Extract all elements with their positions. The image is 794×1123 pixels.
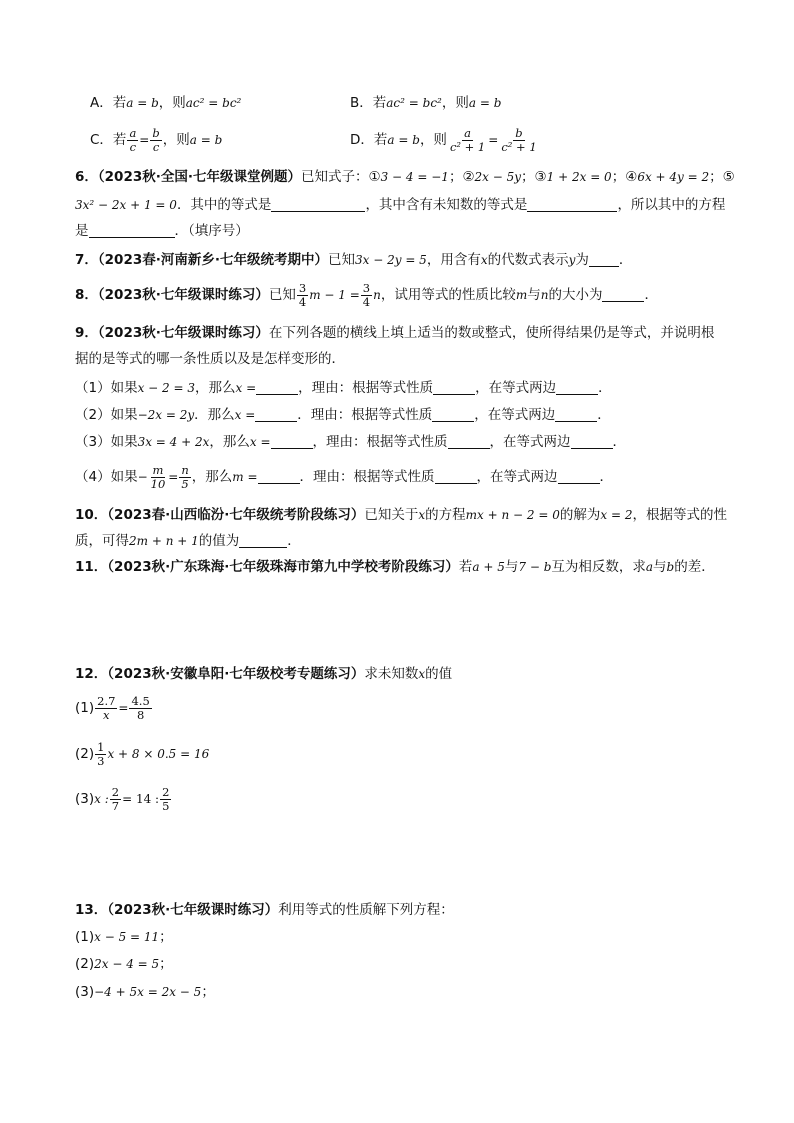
math-var: n	[540, 288, 549, 302]
numerator: a	[464, 125, 472, 140]
text: ．	[287, 533, 301, 549]
fraction	[149, 464, 168, 491]
circled-number: ③	[534, 169, 547, 185]
numerator: 3	[298, 280, 307, 295]
numerator: n	[181, 462, 189, 477]
question-number: 11．	[75, 559, 108, 575]
text: ，那么	[209, 434, 250, 450]
q9-item-4	[75, 460, 613, 494]
text: ．	[598, 380, 612, 396]
answer-blank[interactable]	[527, 197, 617, 212]
text: 的值为	[198, 533, 240, 549]
text: ．	[597, 407, 611, 423]
text: ，那么	[191, 469, 233, 485]
fraction	[150, 127, 161, 154]
numerator: 3	[362, 280, 371, 295]
answer-blank[interactable]	[589, 252, 619, 267]
text: ．（填序号）	[174, 223, 249, 239]
answer-blank[interactable]	[271, 434, 313, 449]
text: （2）如果	[75, 407, 138, 423]
answer-blank[interactable]	[255, 407, 297, 422]
question-number: 12．	[75, 666, 108, 682]
math-var: a	[645, 560, 654, 574]
text: ．	[599, 469, 614, 485]
q9-item-3	[75, 432, 626, 452]
option-label: D．若	[350, 132, 388, 148]
text: ，在等式两边	[474, 407, 556, 423]
text: （1）如果	[75, 380, 138, 396]
text: ．其中的等式是	[176, 197, 272, 213]
question-source: （2023春·山西临汾·七年级统考阶段练习）	[107, 507, 365, 523]
question-number: 13．	[75, 902, 108, 918]
fraction	[160, 786, 171, 813]
fraction	[95, 741, 106, 768]
numerator: b	[152, 125, 160, 140]
math-expr: a = b	[468, 96, 502, 110]
denominator: c² + 1	[501, 139, 537, 154]
text: 已知	[328, 252, 355, 268]
text: ，则	[419, 132, 447, 148]
q9-item-1	[75, 378, 612, 398]
math-expr: ac² = bc²	[386, 96, 442, 110]
denominator: 5	[181, 476, 189, 491]
math-expr: 2x − 4 = 5	[94, 957, 160, 971]
math-expr: a + 5	[472, 560, 505, 574]
answer-blank[interactable]	[256, 380, 298, 395]
denominator: x	[103, 707, 110, 722]
math-expr: 2m + n + 1	[129, 534, 199, 548]
q7	[75, 250, 632, 270]
text: 的解为	[559, 507, 601, 523]
answer-blank[interactable]	[602, 287, 644, 302]
math-expr: a = b	[126, 96, 159, 110]
fraction	[499, 127, 538, 154]
math-var: x	[480, 253, 488, 267]
text: (2)	[75, 746, 95, 762]
math-expr: ac² = bc²	[185, 96, 242, 110]
text: ，则	[441, 95, 469, 111]
circled-number: ④	[625, 169, 638, 185]
text: （4）如果	[75, 469, 138, 485]
math-var: b	[666, 560, 675, 574]
equals: =	[488, 133, 499, 147]
equals: =	[168, 470, 179, 484]
text: ．	[299, 469, 314, 485]
answer-blank[interactable]	[555, 407, 597, 422]
math-expr: x :	[94, 792, 109, 806]
math-expr: m =	[232, 470, 258, 484]
circled-number: ①	[368, 169, 381, 185]
q13-part-1	[75, 927, 173, 947]
answer-blank[interactable]	[433, 380, 475, 395]
q13-part-2	[75, 954, 173, 974]
text: 已知关于	[364, 507, 419, 523]
text: （3）如果	[75, 434, 138, 450]
q12-part-3	[75, 781, 172, 817]
answer-blank[interactable]	[556, 380, 598, 395]
numerator: 2.7	[97, 693, 116, 708]
text: ，在等式两边	[475, 380, 557, 396]
question-source: （2023秋·七年级课时练习）	[97, 325, 269, 341]
text: (3)	[75, 984, 95, 1000]
answer-blank[interactable]	[239, 533, 287, 548]
text: 互为相反数，求	[551, 559, 646, 575]
text: ．	[618, 252, 633, 268]
math-var: m	[515, 288, 528, 302]
text: ；	[611, 169, 626, 185]
text: 的方程	[425, 507, 466, 523]
text: ；	[521, 169, 535, 185]
math-expr: 3x − 2y = 5	[355, 253, 427, 267]
fraction	[448, 127, 487, 154]
math-expr: 3 − 4 = −1	[380, 170, 449, 184]
question-source: （2023春·河南新乡·七年级统考期中）	[97, 252, 328, 268]
text: ，根据等式的性	[632, 507, 727, 523]
text: ；	[159, 956, 173, 972]
text: ，在等式两边	[476, 469, 558, 485]
text: ；	[448, 169, 463, 185]
fraction	[361, 282, 372, 309]
math-expr: −2x = 2y	[137, 408, 195, 422]
math-expr: 3x = 4 + 2x	[137, 435, 210, 449]
q13-header	[75, 900, 454, 920]
math-expr: 6x + 4y = 2	[637, 170, 710, 184]
q9-line-2	[75, 349, 345, 369]
question-source: （2023秋·全国·七年级课堂例题）	[97, 169, 301, 185]
q6-line-2	[75, 195, 725, 215]
math-expr: a = b	[387, 133, 420, 147]
answer-blank[interactable]	[258, 469, 300, 484]
circled-number: ②	[462, 169, 475, 185]
q5-option-b	[350, 93, 501, 113]
denominator: c	[129, 139, 137, 154]
numerator: 1	[97, 739, 105, 754]
math-var: x	[418, 667, 426, 681]
numerator: 2	[111, 784, 120, 799]
equals: =	[139, 133, 150, 147]
answer-blank[interactable]	[271, 197, 365, 212]
math-expr: 2x − 5y	[474, 170, 522, 184]
numerator: a	[129, 125, 137, 140]
text: ，其中含有未知数的等式是	[365, 197, 528, 213]
text: (2)	[75, 956, 95, 972]
numerator: m	[152, 462, 164, 477]
q5-option-a	[90, 93, 241, 113]
text: 在下列各题的横线上填上适当的数或整式，使所得结果仍是等式，并说明根	[268, 325, 715, 341]
text: 求未知数	[364, 666, 419, 682]
option-label: B．若	[350, 95, 387, 111]
math-expr: = 14 :	[122, 792, 160, 806]
text: ．	[612, 434, 627, 450]
text: ．那么	[194, 407, 235, 423]
text: ；	[159, 929, 173, 945]
question-source: （2023秋·广东珠海·七年级珠海市第九中学校考阶段练习）	[107, 559, 459, 575]
math-expr: x − 2 = 3	[137, 381, 195, 395]
numerator: 4.5	[131, 693, 150, 708]
text: (3)	[75, 791, 95, 807]
text: 理由：根据等式性质	[326, 434, 448, 450]
answer-blank[interactable]	[448, 434, 490, 449]
text: 的差．	[674, 559, 715, 575]
text: (1)	[75, 700, 95, 716]
q11	[75, 557, 715, 577]
text: 质，可得	[75, 533, 129, 549]
text: 为	[575, 252, 589, 268]
minus-sign: −	[137, 470, 148, 484]
denominator: 8	[136, 707, 145, 722]
q12-part-1	[75, 690, 153, 726]
text: 理由：根据等式性质	[310, 407, 433, 423]
text: 已知式子：	[301, 169, 369, 185]
q6-line-3	[75, 221, 249, 241]
answer-blank[interactable]	[89, 223, 175, 238]
text: 已知	[268, 287, 296, 303]
q10-line-2	[75, 531, 301, 551]
fraction	[127, 127, 138, 154]
denominator: 4	[298, 294, 307, 309]
text: ；	[201, 984, 215, 1000]
text: ，用含有	[426, 252, 481, 268]
answer-blank[interactable]	[558, 469, 600, 484]
math-expr: x =	[235, 381, 257, 395]
text: 理由：根据等式性质	[313, 469, 435, 485]
question-source: （2023秋·七年级课时练习）	[97, 287, 269, 303]
q9-item-2	[75, 405, 611, 425]
q12-header	[75, 664, 452, 684]
text: 是	[75, 223, 89, 239]
math-expr: 7 − b	[518, 560, 552, 574]
q9-line-1	[75, 323, 714, 343]
text: ，	[298, 380, 312, 396]
text: ，则	[158, 95, 186, 111]
q13-part-3	[75, 982, 215, 1002]
math-expr: −4 + 5x = 2x − 5	[94, 985, 202, 999]
text: ．	[644, 287, 658, 303]
text: 与	[653, 559, 667, 575]
answer-blank[interactable]	[571, 434, 613, 449]
question-number: 6．	[75, 169, 98, 185]
text: 理由：根据等式性质	[311, 380, 434, 396]
text: ，那么	[195, 380, 236, 396]
numerator: 2	[162, 784, 170, 799]
fraction	[110, 786, 121, 813]
equals: =	[118, 701, 129, 715]
denominator: 4	[362, 294, 371, 309]
text: ．	[297, 407, 311, 423]
text: 据的是等式的哪一条性质以及是怎样变形的．	[75, 351, 345, 367]
text: 的值	[425, 666, 453, 682]
answer-blank[interactable]	[432, 407, 474, 422]
math-expr: a = b	[189, 133, 223, 147]
text: ，试用等式的性质比较	[380, 287, 516, 303]
denominator: 10	[150, 476, 166, 491]
denominator: c	[152, 139, 160, 154]
math-expr: m − 1 =	[309, 288, 360, 302]
q10-line-1	[75, 505, 727, 525]
math-expr: x − 5 = 11	[94, 930, 160, 944]
q6-line-1	[75, 167, 735, 187]
text: 若	[458, 559, 473, 575]
text: 利用等式的性质解下列方程：	[278, 902, 454, 918]
math-expr: x =	[234, 408, 256, 422]
text: (1)	[75, 929, 95, 945]
q5-option-c	[90, 123, 222, 157]
question-source: （2023秋·七年级课时练习）	[107, 902, 279, 918]
math-expr: mx + n − 2 = 0	[465, 508, 560, 522]
math-expr: x = 2	[600, 508, 633, 522]
fraction	[95, 695, 117, 722]
fraction	[129, 695, 151, 722]
math-expr: 3x² − 2x + 1 = 0	[75, 198, 177, 212]
denominator: 3	[97, 753, 105, 768]
q8	[75, 279, 658, 311]
question-source: （2023秋·安徽阜阳·七年级校考专题练习）	[107, 666, 365, 682]
text: ，所以其中的方程	[617, 197, 726, 213]
fraction	[179, 464, 190, 491]
q12-part-2	[75, 736, 209, 772]
text: 的代数式表示	[487, 252, 569, 268]
text: ；	[709, 169, 723, 185]
text: 与	[504, 559, 519, 575]
option-label: A．若	[90, 95, 127, 111]
denominator: 5	[162, 798, 170, 813]
circled-number: ⑤	[722, 169, 735, 185]
question-number: 10．	[75, 507, 108, 523]
q5-option-d	[350, 123, 540, 157]
text: 与	[527, 287, 541, 303]
answer-blank[interactable]	[435, 469, 477, 484]
math-var: x	[418, 508, 426, 522]
text: ，在等式两边	[489, 434, 571, 450]
text: 的大小为	[548, 287, 603, 303]
text: ，	[312, 434, 327, 450]
math-expr: x =	[249, 435, 271, 449]
option-label: C．若	[90, 132, 127, 148]
numerator: b	[515, 125, 523, 140]
text: ，则	[162, 132, 190, 148]
fraction	[297, 282, 308, 309]
math-expr: 1 + 2x = 0	[546, 170, 612, 184]
math-var: y	[568, 253, 576, 267]
math-expr: x + 8 × 0.5 = 16	[107, 747, 210, 761]
question-number: 9．	[75, 325, 98, 341]
math-var: n	[373, 288, 381, 302]
question-number: 7．	[75, 252, 98, 268]
denominator: 7	[111, 798, 120, 813]
denominator: c² + 1	[449, 139, 486, 154]
question-number: 8．	[75, 287, 98, 303]
